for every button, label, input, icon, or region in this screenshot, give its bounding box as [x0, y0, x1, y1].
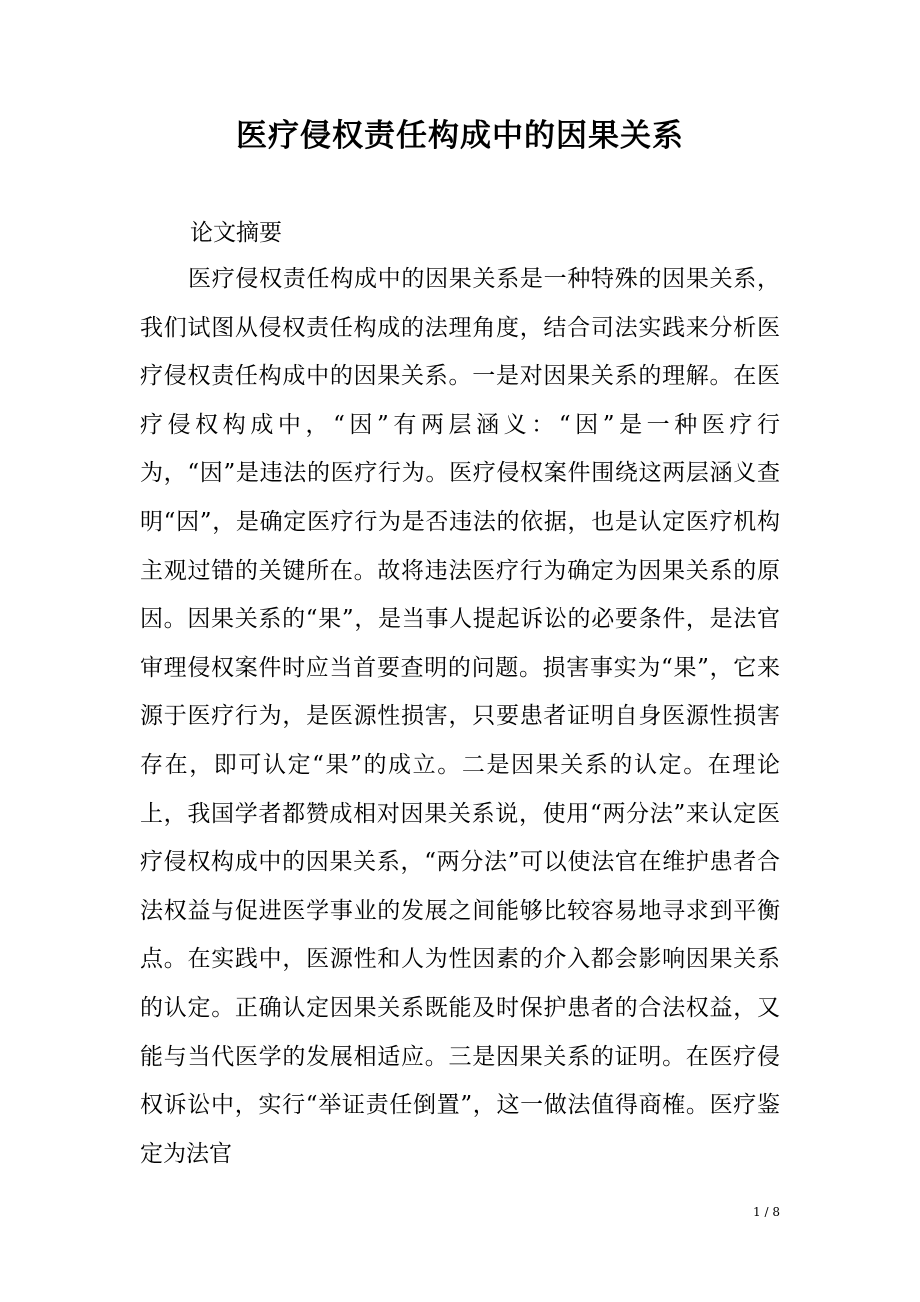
- abstract-paragraph: 医疗侵权责任构成中的因果关系是一种特殊的因果关系，我们试图从侵权责任构成的法理角度，结合司法实践来分析医疗侵权责任构成中的因果关系。一是对因果关系的理解。在医疗侵权构成中，“因”有两层涵义：“因”是一种医疗行为，“因”是违法的医疗行为。医疗侵权案件围绕这两层涵义查明“因”，是确定医疗行为是否违法的依据，也是认定医疗机构主观过错的关键所在。故将违法医疗行为确定为因果关系的原因。因果关系的“果”，是当事人提起诉讼的必要条件，是法官审理侵权案件时应当首要查明的问题。损害事实为“果”，它来源于医疗行为，是医源性损害，只要患者证明自身医源性损害存在，即可认定“果”的成立。二是因果关系的认定。在理论上，我国学者都赞成相对因果关系说，使用“两分法”来认定医疗侵权构成中的因果关系，“两分法”可以使法官在维护患者合法权益与促进医学事业的发展之间能够比较容易地寻求到平衡点。在实践中，医源性和人为性因素的介入都会影响因果关系的认定。正确认定因果关系既能及时保护患者的合法权益，又能与当代医学的发展相适应。三是因果关系的证明。在医疗侵权诉讼中，实行“举证责任倒置”，这一做法值得商榷。医疗鉴定为法官: [140, 266, 780, 1167]
- document-title: 医疗侵权责任构成中的因果关系: [236, 118, 684, 154]
- page-number: 1 / 8: [753, 1205, 780, 1219]
- section-label: 论文摘要: [190, 220, 282, 246]
